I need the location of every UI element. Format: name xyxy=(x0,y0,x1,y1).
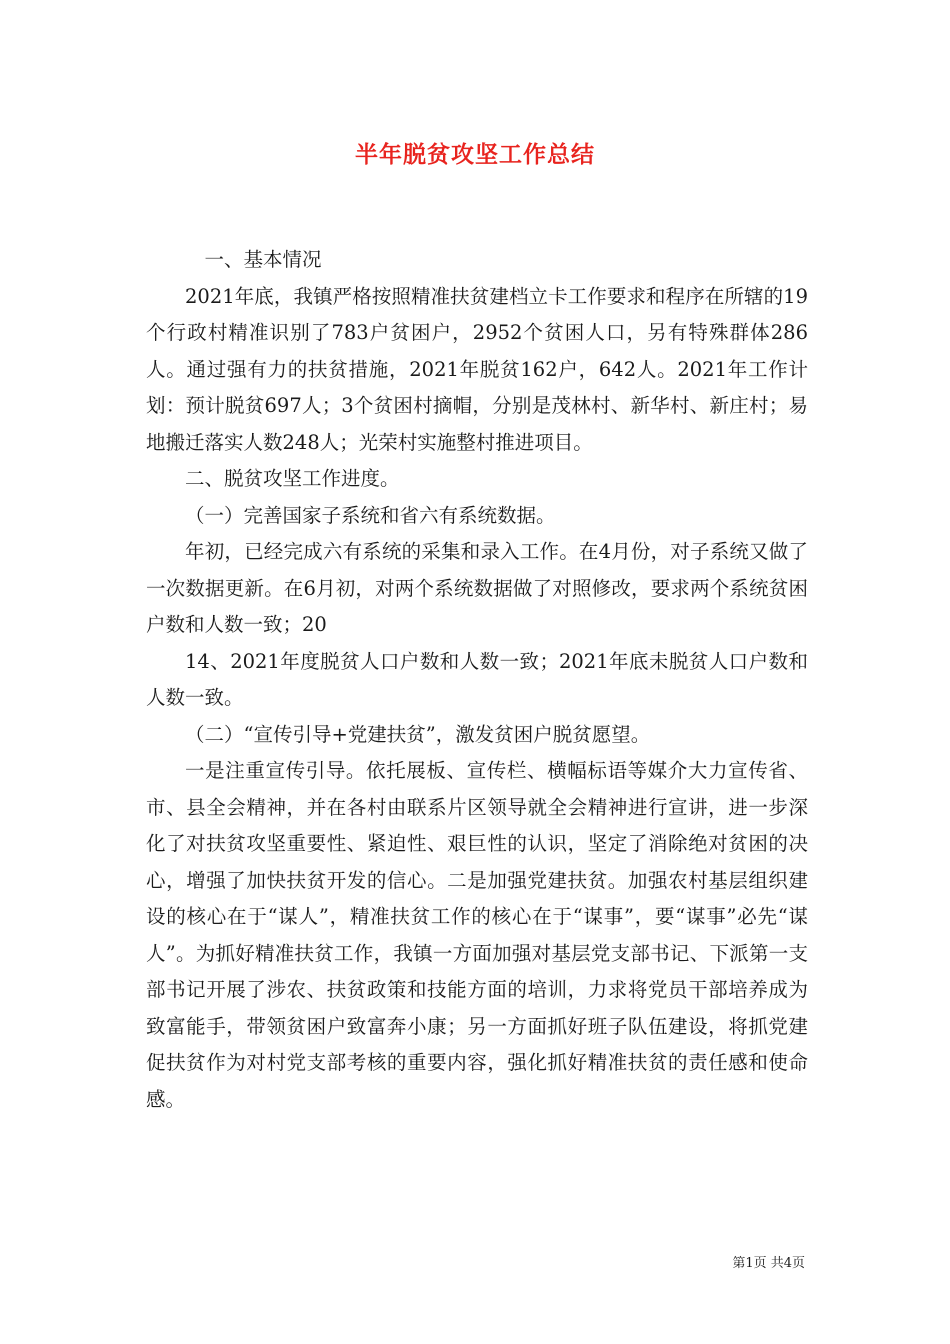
page-number: 第1页 共4页 xyxy=(732,1256,805,1271)
subsection-heading-1: （一）完善国家子系统和省六有系统数据。 xyxy=(185,503,556,527)
paragraph-publicity-party: 一是注重宣传引导。依托展板、宣传栏、横幅标语等媒介大力宣传省、市、县全会精神，并在各村由联系片区领导就全会精神进行宣讲，进一步深化了对扶贫攻坚重要性、紧迫性、艰巨性的认识，坚定了消除绝对贫困的决心，增强了加快扶贫开发的信心。二是加强党建扶贫。加强农村基层组织建设的核心在于“谋人”，精准扶贫工作的核心在于“谋事”，要“谋事”必先“谋人”。为抓好精准扶贫工作，我镇一方面加强对基层党支部书记、下派第一支部书记开展了涉农、扶贫政策和技能方面的培训，力求将党员干部培养成为致富能手，带领贫困户致富奔小康；另一方面抓好班子队伍建设，将抓党建促扶贫作为对村党支部考核的重要内容，强化抓好精准扶贫的责任感和使命感。 xyxy=(146,759,808,1111)
paragraph-system-data-continued: 14、2021年度脱贫人口户数和人数一致；2021年底未脱贫人口户数和人数一致。 xyxy=(146,649,808,709)
section-heading-progress: 二、脱贫攻坚工作进度。 xyxy=(185,467,400,490)
document-title: 半年脱贫攻坚工作总结 xyxy=(355,142,595,168)
document-body xyxy=(146,242,808,1118)
paragraph-system-data: 年初，已经完成六有系统的采集和录入工作。在4月份，对子系统又做了一次数据更新。在6月初，对两个系统数据做了对照修改，要求两个系统贫困户数和人数一致；20 xyxy=(146,540,808,636)
paragraph-basic-situation: 2021年底，我镇严格按照精准扶贫建档立卡工作要求和程序在所辖的19个行政村精准识别了783户贫困户，2952个贫困人口，另有特殊群体286人。通过强有力的扶贫措施，2021年脱贫162户，642人。2021年工作计划：预计脱贫697人；3个贫困村摘帽，分别是茂林村、新华村、新庄村；易地搬迁落实人数248人；光荣村实施整村推进项目。 xyxy=(146,284,808,454)
subsection-heading-2: （二）“宣传引导+党建扶贫”，激发贫困户脱贫愿望。 xyxy=(185,722,651,746)
section-heading-basic: 一、基本情况 xyxy=(204,248,322,271)
